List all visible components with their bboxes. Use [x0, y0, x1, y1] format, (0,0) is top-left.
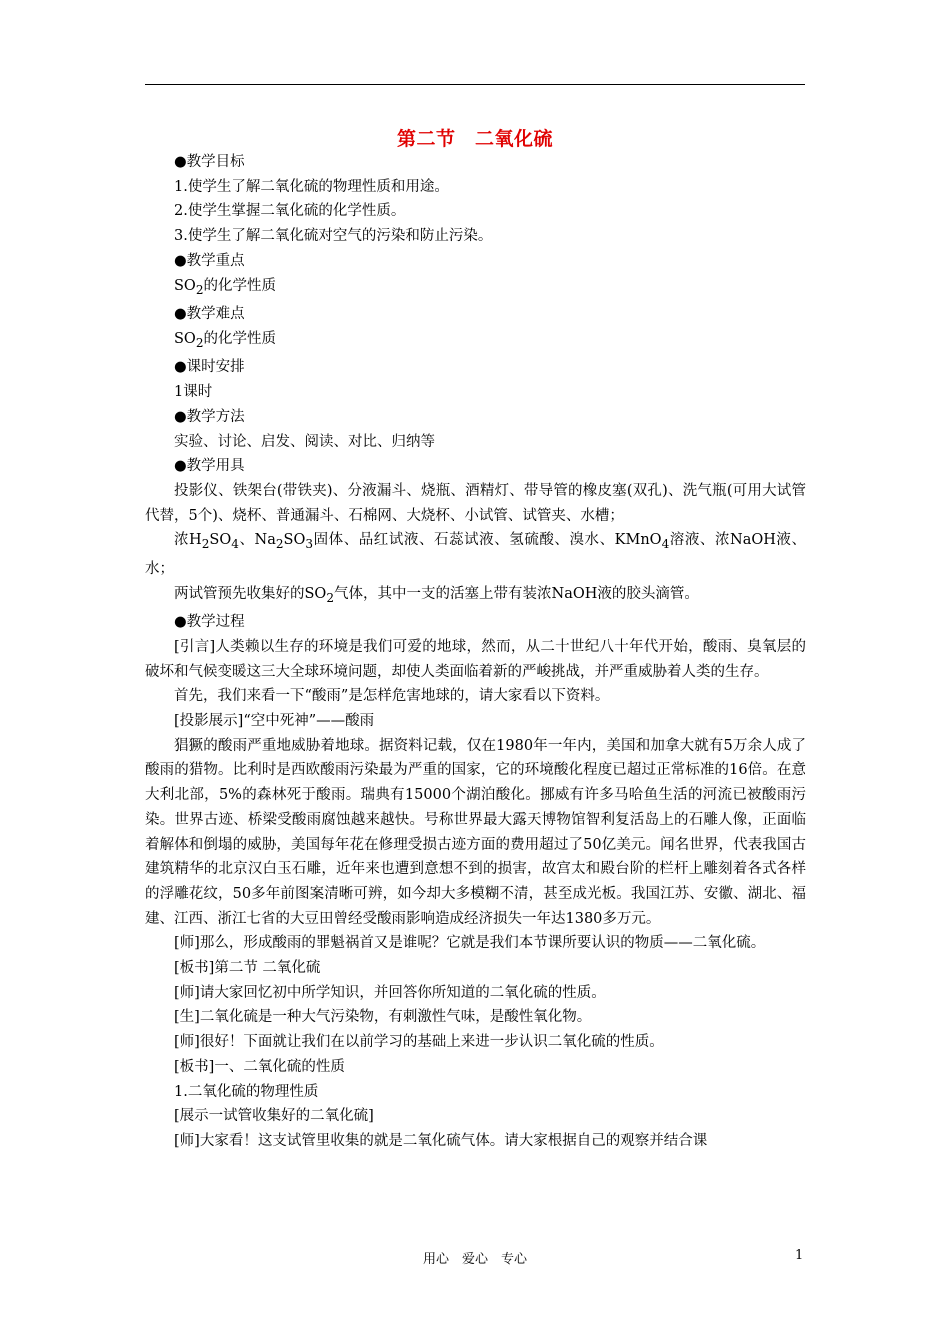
- document-body: [145, 150, 806, 1154]
- key-points-text: $SO_2$的化学性质: [174, 277, 277, 297]
- section-title: 第二节 二氧化硫: [396, 128, 553, 150]
- tools-gas-tubes: 两试管预先收集好的$SO_2$气体，其中一支的活塞上带有装浓NaOH液的胶头滴管。: [174, 585, 699, 605]
- difficult-points-text: $SO_2$的化学性质: [174, 330, 277, 350]
- methods-heading: ●教学方法: [174, 408, 245, 425]
- paragraph-student-answer: [生]二氧化硫是一种大气污染物，有刺激性气味，是酸性氧化物。: [174, 1009, 592, 1026]
- paragraph-projection: [投影展示]“空中死神”——酸雨: [174, 713, 375, 730]
- paragraph-acid-rain-material: 猖獗的酸雨严重地威胁着地球。据资料记载，仅在1980年一年内，美国和加拿大就有5万余人成了酸雨的猎物。比利时是西欧酸雨污染最为严重的国家，它的环境酸化程度已超过正常标准的16倍。在意大利北部，5%的森林死于酸雨。瑞典有15000个湖泊酸化。挪威有许多马哈鱼生活的河流已被酸雨污染。世界古迹、桥梁受酸雨腐蚀越来越快。号称世界最大露天博物馆智利复活岛上的石雕人像，正面临着解体和倒塌的威胁，美国每年花在修理受损古迹方面的费用超过了50亿美元。闻名世界，代表我国古建筑精华的北京汉白玉石雕，近年来也遭到意想不到的损害，故宫太和殿台阶的栏杆上雕刻着各式各样的浮雕花纹，50多年前图案清晰可辨，如今却大多模糊不清，甚至成光板。我国江苏、安徽、湖北、福建、江西、浙江七省的大豆田曾经受酸雨影响造成经济损失一年达1380多万元。: [145, 737, 806, 927]
- schedule-heading: ●课时安排: [174, 359, 245, 376]
- paragraph-board-title: [板书]第二节 二氧化硫: [174, 960, 321, 977]
- paragraph-physical-properties: 1.二氧化硫的物理性质: [174, 1083, 319, 1100]
- difficult-points-heading: ●教学难点: [174, 306, 245, 323]
- tools-reagents: 浓$H_2SO_4$、$Na_2SO_3$固体、品红试液、石蕊试液、氢硫酸、溴水、KMnO$_4$溶液、浓NaOH液、水；: [145, 532, 806, 577]
- key-points-heading: ●教学重点: [174, 252, 245, 269]
- schedule-text: 1课时: [174, 384, 213, 401]
- process-heading: ●教学过程: [174, 614, 245, 631]
- paragraph-teacher-praise: [师]很好！下面就让我们在以前学习的基础上来进一步认识二氧化硫的性质。: [174, 1034, 664, 1051]
- tools-heading: ●教学用具: [174, 458, 245, 475]
- footer-motto: 用心 爱心 专心: [422, 1252, 527, 1267]
- paragraph-acid-rain-lead: 首先，我们来看一下“酸雨”是怎样危害地球的，请大家看以下资料。: [174, 688, 610, 705]
- tools-apparatus: 投影仪、铁架台(带铁夹)、分液漏斗、烧瓶、酒精灯、带导管的橡皮塞(双孔)、洗气瓶(可用大试管代替，5个)、烧杯、普通漏斗、石棉网、大烧杯、小试管、试管夹、水槽；: [145, 482, 806, 524]
- paragraph-board-properties: [板书]一、二氧化硫的性质: [174, 1058, 345, 1075]
- paragraph-teacher-recall: [师]请大家回忆初中所学知识，并回答你所知道的二氧化硫的性质。: [174, 984, 606, 1001]
- objectives-heading: ●教学目标: [174, 154, 245, 170]
- objective-1: 1.使学生了解二氧化硫的物理性质和用途。: [174, 178, 449, 195]
- paragraph-intro: [引言]人类赖以生存的环境是我们可爱的地球，然而，从二十世纪八十年代开始，酸雨、臭氧层的破坏和气候变暖这三大全球环境问题，却使人类面临着新的严峻挑战，并严重威胁着人类的生存。: [145, 638, 806, 680]
- objective-2: 2.使学生掌握二氧化硫的化学性质。: [174, 203, 406, 220]
- paragraph-teacher-question: [师]那么，形成酸雨的罪魁祸首又是谁呢？它就是我们本节课所要认识的物质——二氧化硫。: [174, 935, 766, 952]
- paragraph-demo: [展示一试管收集好的二氧化硫]: [174, 1108, 374, 1125]
- objective-3: 3.使学生了解二氧化硫对空气的污染和防止污染。: [174, 228, 493, 245]
- page-number: 1: [795, 1248, 804, 1263]
- paragraph-teacher-observe: [师]大家看！这支试管里收集的就是二氧化硫气体。请大家根据自己的观察并结合课: [174, 1132, 708, 1149]
- methods-text: 实验、讨论、启发、阅读、对比、归纳等: [174, 433, 435, 450]
- header-rule: [145, 84, 805, 85]
